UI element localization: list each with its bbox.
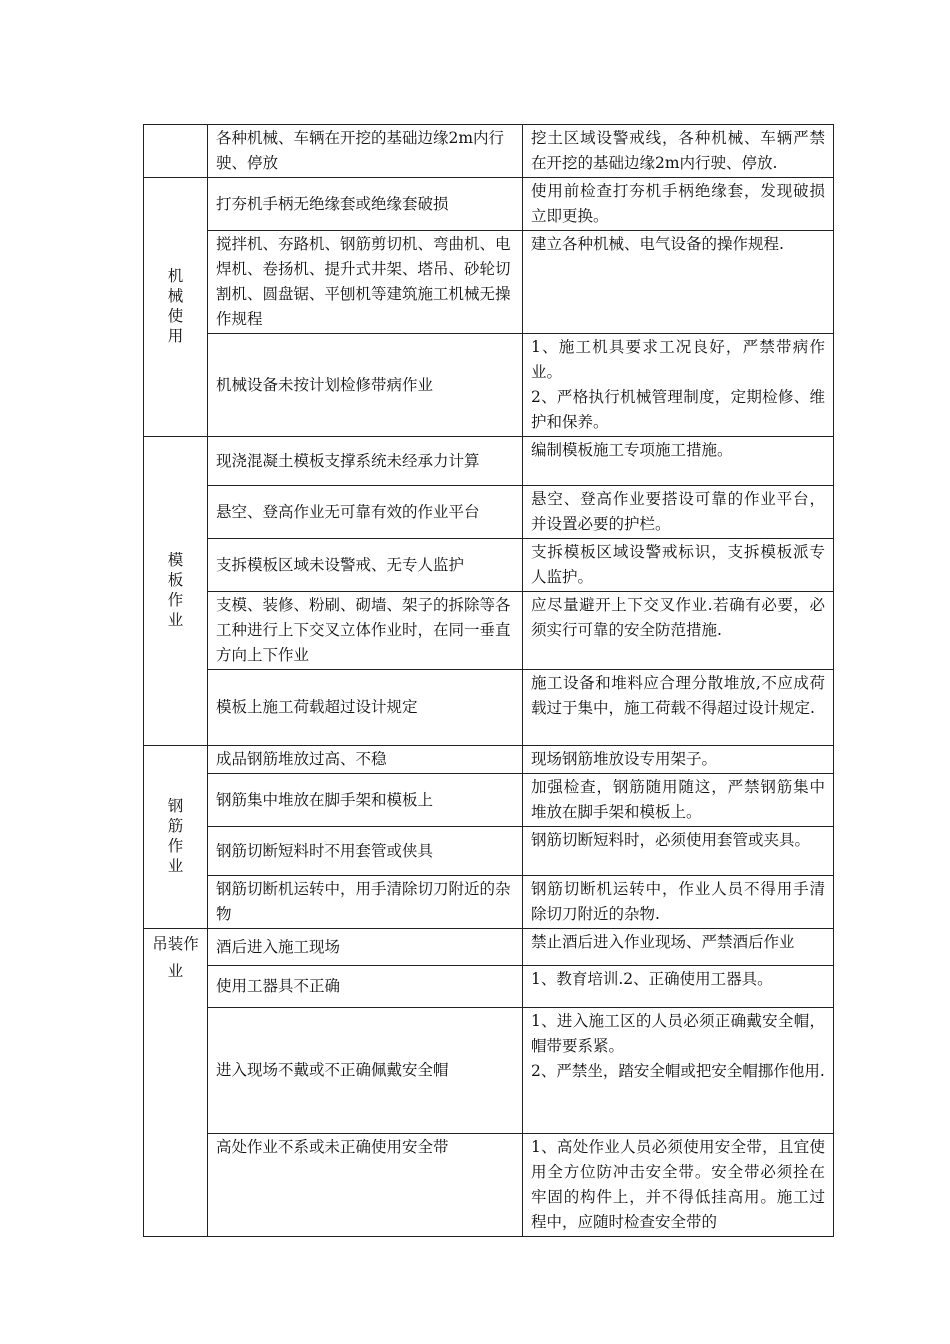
measure-cell: 现场钢筋堆放设专用架子。 xyxy=(523,746,834,774)
table-row xyxy=(144,774,834,827)
category-label: 钢筋作业 xyxy=(167,796,184,875)
hazard-cell: 钢筋切断机运转中，用手清除切刀附近的杂物 xyxy=(208,876,523,929)
hazard-cell: 现浇混凝土模板支撑系统未经承力计算 xyxy=(208,437,523,486)
category-cell xyxy=(144,125,208,178)
safety-measures-table xyxy=(143,124,834,1237)
table-row xyxy=(144,486,834,539)
table-row xyxy=(144,929,834,966)
measure-cell: 施工设备和堆料应合理分散堆放,不应成荷载过于集中，施工荷载不得超过设计规定. xyxy=(523,670,834,746)
hazard-cell: 钢筋集中堆放在脚手架和模板上 xyxy=(208,774,523,827)
table-row xyxy=(144,876,834,929)
hazard-cell: 高处作业不系或未正确使用安全带 xyxy=(208,1134,523,1237)
hazard-cell: 支模、装修、粉刷、砌墙、架子的拆除等各工种进行上下交叉立体作业时，在同一垂直方向上下作业 xyxy=(208,592,523,670)
measure-cell: 1、教育培训.2、正确使用工器具。 xyxy=(523,966,834,1008)
table-row xyxy=(144,592,834,670)
table-row xyxy=(144,437,834,486)
measure-cell: 加强检查，钢筋随用随这，严禁钢筋集中堆放在脚手架和模板上。 xyxy=(523,774,834,827)
table-row xyxy=(144,125,834,178)
hazard-cell: 机械设备未按计划检修带病作业 xyxy=(208,334,523,437)
measure-cell: 挖土区域设警戒线，各种机械、车辆严禁在开挖的基础边缘2m内行驶、停放. xyxy=(523,125,834,178)
measure-cell: 钢筋切断短料时，必须使用套管或夹具。 xyxy=(523,827,834,876)
category-cell xyxy=(144,437,208,746)
measure-cell: 支拆模板区域设警戒标识，支拆模板派专人监护。 xyxy=(523,539,834,592)
hazard-cell: 搅拌机、夯路机、钢筋剪切机、弯曲机、电焊机、卷扬机、提升式井架、塔吊、砂轮切割机、圆盘锯、平刨机等建筑施工机械无操作规程 xyxy=(208,231,523,334)
table-row xyxy=(144,670,834,746)
hazard-cell: 悬空、登高作业无可靠有效的作业平台 xyxy=(208,486,523,539)
measure-cell: 1、施工机具要求工况良好，严禁带病作业。 2、严格执行机械管理制度，定期检修、维护和保养。 xyxy=(523,334,834,437)
category-cell xyxy=(144,178,208,437)
table-row xyxy=(144,231,834,334)
hazard-cell: 打夯机手柄无绝缘套或绝缘套破损 xyxy=(208,178,523,231)
measure-cell: 应尽量避开上下交叉作业.若确有必要，必须实行可靠的安全防范措施. xyxy=(523,592,834,670)
measure-cell: 使用前检查打夯机手柄绝缘套，发现破损立即更换。 xyxy=(523,178,834,231)
table-row xyxy=(144,539,834,592)
measure-cell: 编制模板施工专项施工措施。 xyxy=(523,437,834,486)
hazard-cell: 各种机械、车辆在开挖的基础边缘2m内行驶、停放 xyxy=(208,125,523,178)
category-label: 吊装作业 xyxy=(152,935,199,980)
table-row xyxy=(144,178,834,231)
hazard-cell: 酒后进入施工现场 xyxy=(208,929,523,966)
table-row xyxy=(144,827,834,876)
category-cell xyxy=(144,746,208,929)
hazard-cell: 支拆模板区域未设警戒、无专人监护 xyxy=(208,539,523,592)
category-label: 机械使用 xyxy=(167,266,184,345)
measure-cell: 钢筋切断机运转中，作业人员不得用手清除切刀附近的杂物. xyxy=(523,876,834,929)
hazard-cell: 成品钢筋堆放过高、不稳 xyxy=(208,746,523,774)
table-row xyxy=(144,1008,834,1134)
hazard-cell: 模板上施工荷载超过设计规定 xyxy=(208,670,523,746)
measure-cell: 禁止酒后进入作业现场、严禁酒后作业 xyxy=(523,929,834,966)
table-row xyxy=(144,746,834,774)
category-cell xyxy=(144,929,208,1237)
hazard-cell: 钢筋切断短料时不用套管或侠具 xyxy=(208,827,523,876)
table-row xyxy=(144,966,834,1008)
hazard-cell: 使用工器具不正确 xyxy=(208,966,523,1008)
measure-cell: 悬空、登高作业要搭设可靠的作业平台，并设置必要的护栏。 xyxy=(523,486,834,539)
measure-cell: 1、进入施工区的人员必须正确戴安全帽，帽带要系紧。 2、严禁坐，踏安全帽或把安全帽挪作他用. xyxy=(523,1008,834,1134)
measure-cell: 建立各种机械、电气设备的操作规程. xyxy=(523,231,834,334)
hazard-cell: 进入现场不戴或不正确佩戴安全帽 xyxy=(208,1008,523,1134)
table-row xyxy=(144,1134,834,1237)
measure-cell: 1、高处作业人员必须使用安全带，且宜使用全方位防冲击安全带。安全带必须拴在牢固的构件上，并不得低挂高用。施工过程中，应随时检查安全带的 xyxy=(523,1134,834,1237)
category-label: 模板作业 xyxy=(167,550,184,629)
table-row xyxy=(144,334,834,437)
